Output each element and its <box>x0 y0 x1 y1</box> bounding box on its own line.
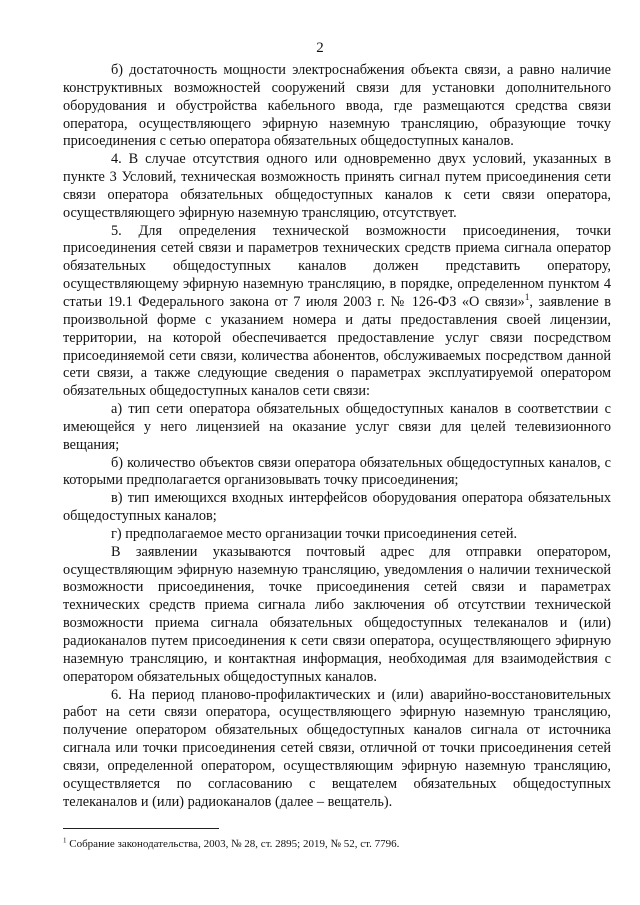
item-b-objects-count: б) количество объектов связи оператора обязательных общедоступных каналов, с которыми предполагается организовывать точку присоединения; <box>63 454 611 489</box>
footnote-text: Собрание законодательства, 2003, № 28, ст. 2895; 2019, № 52, ст. 7796. <box>69 838 400 850</box>
footnote-marker: 1 <box>63 836 67 845</box>
paragraph-5-text: 5. Для определения технической возможности присоединения, точки присоединения сетей связи и параметров технических средств приема сигнала оператор обязательных общедоступных каналов должен представить оператору, осуществляющему эфирную наземную трансляцию, в порядке, определенном пунктом 4 статьи 19.1 Федерального закона от 7 июля 2003 г. № 126-ФЗ «О связи» <box>63 222 611 310</box>
paragraph-application-contents: В заявлении указываются почтовый адрес для отправки оператором, осуществляющим эфирную наземную трансляцию, уведомления о наличии технической возможности присоединения, точке присоединения сетей связи и параметрах технических средств приема сигнала либо заключения об отсутствии технической возможности приема сигнала обязательных общедоступных телеканалов и (или) радиоканалов путем присоединения к сети связи оператора, осуществляющего эфирную наземную трансляцию, и контактная информация, необходимая для взаимодействия с оператором обязательных общедоступных каналов. <box>63 543 611 685</box>
paragraph-4: 4. В случае отсутствия одного или одновременно двух условий, указанных в пункте 3 Условий, техническая возможность принять сигнал путем присоединения сети связи оператора обязательных общедоступных каналов к сети связи оператора, осуществляющего эфирную наземную трансляцию, отсутствует. <box>63 151 611 221</box>
footnote-reference: 1 <box>524 292 530 303</box>
page-number: 2 <box>316 40 324 56</box>
paragraph-5-continuation: заявление в произвольной форме с указанием номера и даты предоставления своей лицензии, территории, на которой обеспечивается предоставление услуг связи посредством присоединяемой сети связи, количества абонентов, обслуживаемых посредством данной сети связи, а также следующие сведения о параметрах эксплуатируемой оператором обязательных общедоступных каналов сети связи: <box>63 293 611 400</box>
paragraph-b-power-supply: б) достаточность мощности электроснабжения объекта связи, а равно наличие конструктивных возможностей сооружений связи для установки дополнительного оборудования и обустройства кабельного ввода, где размещаются средства связи оператора, осуществляющего эфирную наземную трансляцию, образующие точку присоединения с сетью оператора обязательных общедоступных каналов. <box>63 62 611 150</box>
document-body <box>63 62 611 811</box>
footnote-divider <box>63 828 219 829</box>
paragraph-5: 5. Для определения технической возможности присоединения, точки присоединения сетей связи и параметров технических средств приема сигнала оператор обязательных общедоступных каналов должен представить оператору, осуществляющему эфирную наземную трансляцию, в порядке, определенном пунктом 4 статьи 19.1 Федерального закона от 7 июля 2003 г. № 126-ФЗ «О связи»$^1$, заявление в произвольной форме с указанием номера и даты предоставления своей лицензии, территории, на которой обеспечивается предоставление услуг связи посредством присоединяемой сети связи, количества абонентов, обслуживаемых посредством данной сети связи, а также следующие сведения о параметрах эксплуатируемой оператором обязательных общедоступных каналов сети связи: <box>63 222 611 400</box>
item-a-network-type: а) тип сети оператора обязательных общедоступных каналов в соответствии с имеющейся у него лицензией на оказание услуг связи для целей телевизионного вещания; <box>63 401 611 453</box>
paragraph-6: 6. На период планово-профилактических и (или) аварийно-восстановительных работ на сети связи оператора, осуществляющего эфирную наземную трансляцию, получение оператором обязательных общедоступных каналов сигнала от источника сигнала или точки присоединения сетей связи, отличной от точки присоединения сетей связи, определенной оператором, осуществляющим эфирную наземную трансляцию, осуществляется по согласованию с вещателем обязательных общедоступных телеканалов и (или) радиоканалов (далее – вещатель). <box>63 686 611 810</box>
item-v-interfaces: в) тип имеющихся входных интерфейсов оборудования оператора обязательных общедоступных каналов; <box>63 490 611 525</box>
item-g-location: г) предполагаемое место организации точки присоединения сетей. <box>111 525 518 542</box>
footnote <box>63 838 611 851</box>
